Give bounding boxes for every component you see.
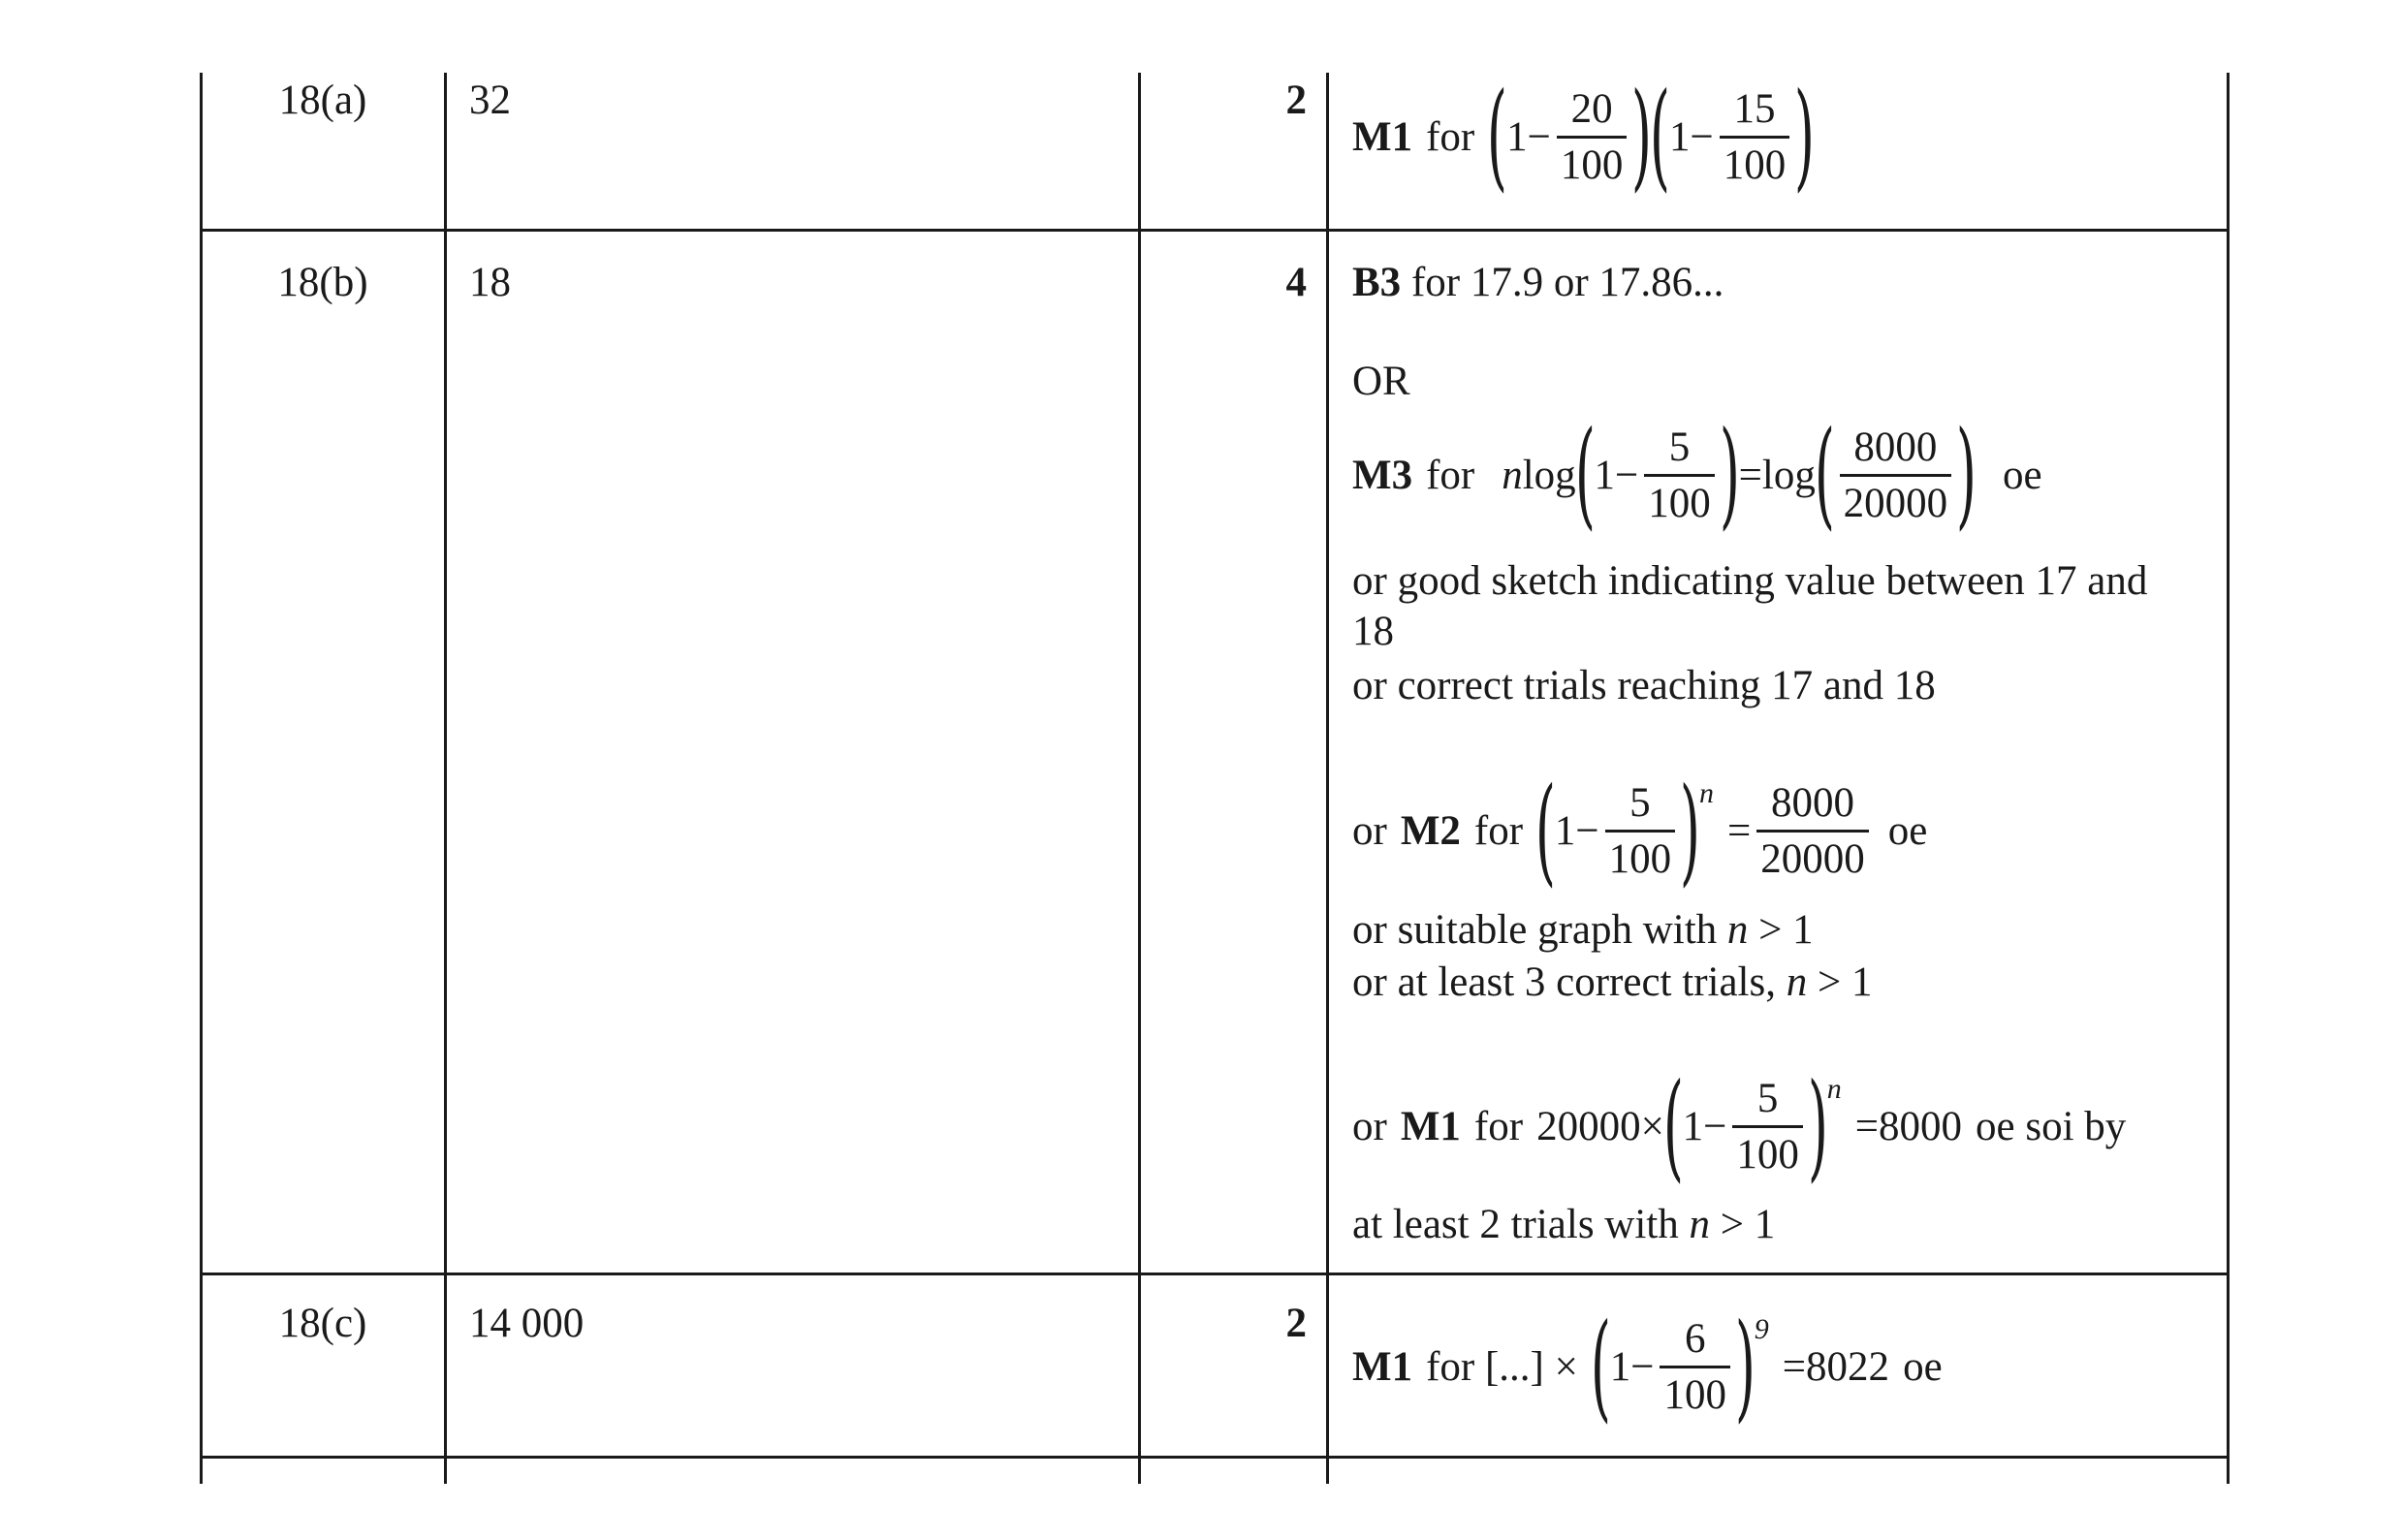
- fraction: $\frac{5}{100}$: [1605, 782, 1676, 880]
- row-divider-2: [200, 1273, 2230, 1275]
- math-term: 1−: [1668, 113, 1714, 160]
- answer: 14 000: [469, 1301, 585, 1346]
- row-divider-1: [200, 229, 2230, 232]
- guidance-or: OR: [1352, 359, 1410, 404]
- left-paren: (: [1650, 69, 1671, 204]
- row-divider-3: [200, 1456, 2230, 1459]
- mark-code: M1: [1352, 113, 1413, 160]
- guidance-m2-expression: or M2 for ( 1− $\frac{5}{100}$ ) n = $\frac{8000}{20000}$ oe: [1352, 763, 1928, 898]
- guidance-text: for: [1426, 113, 1475, 160]
- answer: 18: [469, 260, 511, 305]
- fraction: $\frac{5}{100}$: [1644, 426, 1715, 524]
- question-id: 18(b): [277, 260, 368, 305]
- left-paren: (: [1487, 69, 1508, 204]
- mark-code: M1: [1400, 1104, 1461, 1149]
- guidance-alt: or correct trials reaching 17 and 18: [1352, 663, 1936, 708]
- mark-code: B3: [1352, 260, 1402, 305]
- fraction: $\frac{20}{100}$: [1557, 88, 1628, 186]
- mark-code: M2: [1400, 808, 1461, 854]
- marks: 2: [1285, 1301, 1307, 1346]
- fraction: $\frac{8000}{20000}$: [1840, 426, 1952, 524]
- guidance-alt: at least 2 trials with n > 1: [1352, 1202, 1776, 1247]
- marks: 2: [1285, 78, 1307, 123]
- question-id: 18(c): [278, 1301, 367, 1346]
- mark-code: M3: [1352, 452, 1413, 498]
- fraction: $\frac{5}{100}$: [1732, 1078, 1803, 1176]
- fraction: $\frac{15}{100}$: [1720, 88, 1790, 186]
- guidance-m3-expression: M3 for n log ( 1− $\frac{5}{100}$ ) = log ( $\frac{8000}{20000}$ ) oe: [1352, 407, 2042, 542]
- guidance-m1-expression: or M1 for 20000× ( 1− $\frac{5}{100}$ ) n =8000 oe soi by: [1352, 1058, 2127, 1194]
- guidance-alt: or suitable graph with n > 1: [1352, 907, 1814, 953]
- right-paren: ): [1631, 69, 1653, 204]
- right-paren: ): [1794, 69, 1816, 204]
- question-id: 18(a): [278, 78, 367, 123]
- marks: 4: [1285, 260, 1307, 305]
- guidance-m1-expression: M1 for [...] × ( 1− $\frac{6}{100}$ ) 9 =8022 oe: [1352, 1299, 1943, 1434]
- fraction: $\frac{6}{100}$: [1660, 1318, 1730, 1416]
- guidance-alt: or at least 3 correct trials, n > 1: [1352, 959, 1873, 1005]
- guidance-b3: B3 for 17.9 or 17.86...: [1352, 260, 1724, 305]
- mark-code: M1: [1352, 1344, 1413, 1390]
- guidance-alt: 18: [1352, 609, 1394, 654]
- math-term: 1−: [1506, 113, 1551, 160]
- answer: 32: [469, 78, 511, 123]
- guidance-alt: or good sketch indicating value between 17 and: [1352, 558, 2148, 604]
- guidance-m1-expression: [1352, 69, 1816, 204]
- fraction: $\frac{8000}{20000}$: [1756, 782, 1869, 880]
